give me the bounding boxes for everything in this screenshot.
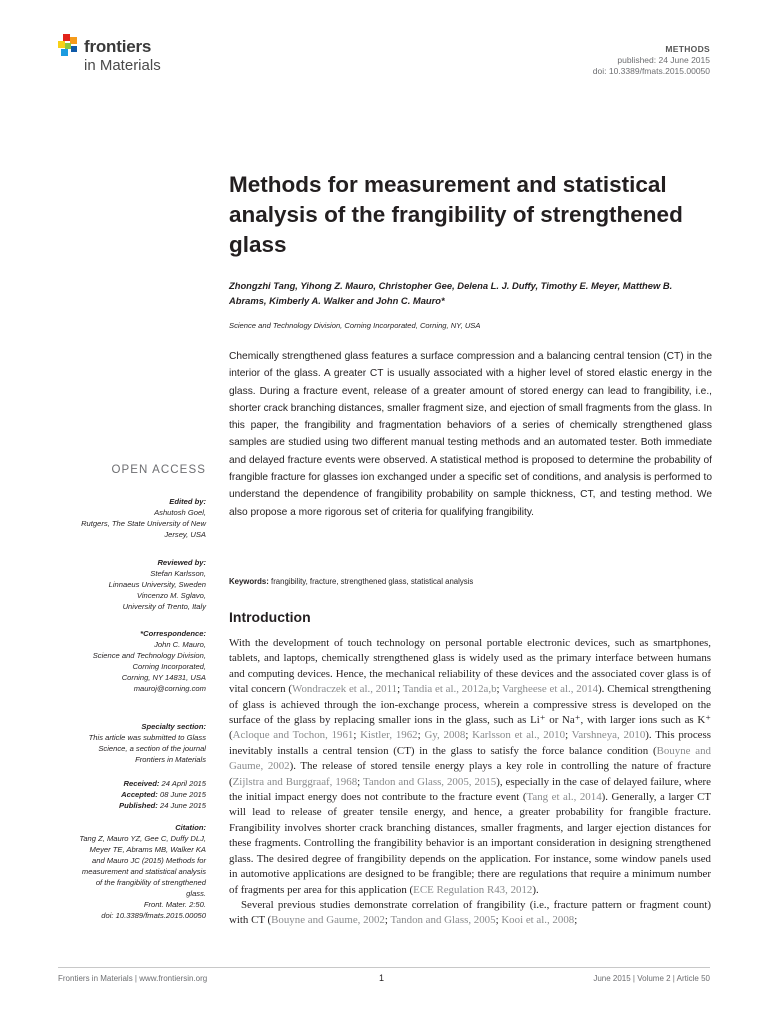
body-text: ;	[357, 775, 363, 788]
citation-line: of the frangibility of strengthened	[95, 878, 206, 887]
published-side-date: Published: 24 June 2015	[119, 801, 206, 810]
editor-line: Ashutosh Goel,	[154, 508, 206, 517]
reviewer-line: Stefan Karlsson,	[150, 569, 206, 578]
body-text: ;	[384, 914, 391, 927]
edited-by	[52, 496, 206, 540]
citation-link[interactable]: Tandia et al., 2012a,b	[402, 683, 497, 696]
body-text: ;	[417, 729, 425, 742]
journal-logo[interactable]	[58, 34, 188, 78]
correspondence-label: *Correspondence:	[140, 629, 206, 638]
citation-link[interactable]: Varshneya, 2010	[571, 729, 646, 742]
citation-link[interactable]: Vargheese et al., 2014	[502, 683, 599, 696]
article-meta	[593, 44, 710, 77]
reviewer-line: Vincenzo M. Sglavo,	[136, 591, 206, 600]
introduction-body	[229, 636, 711, 929]
body-text: Several previous studies demonstrate correlation of frangibility (i.e., fracture pattern or fragment count) with CT (	[229, 898, 711, 927]
section-heading-introduction: Introduction	[229, 609, 311, 625]
body-text: ). Chemical strengthening of glass is achieved through the ion-exchange process, wherein a compressive stress is developed on the surface of the glass by replacing smaller ions in the glass, such as Li⁺ or Na⁺, with larger ions such as K⁺ (	[229, 683, 711, 742]
citation-line: Front. Mater. 2:50.	[143, 900, 206, 909]
footer-rule	[58, 967, 710, 968]
footer-issue: June 2015 | Volume 2 | Article 50	[593, 974, 710, 983]
reviewed-by-label: Reviewed by:	[157, 558, 206, 567]
citation-label: Citation:	[175, 823, 206, 832]
edited-by-label: Edited by:	[169, 497, 206, 506]
body-text: ). This process inevitably installs a central tension (CT) in the glass to satisfy the force balance condition (	[229, 729, 711, 757]
page-number: 1	[379, 973, 385, 983]
logo-wordmark: frontiers	[84, 37, 152, 56]
body-text: ), especially in the case of delayed failure, where the initial impact energy does not contribute to the fracture event (	[229, 775, 711, 804]
body-text: ;	[574, 914, 578, 927]
keywords	[229, 577, 473, 586]
citation-link[interactable]: Wondraczek et al., 2011	[292, 683, 398, 696]
citation-link[interactable]: Kooi et al., 2008	[501, 914, 575, 927]
citation-link[interactable]: Acloque and Tochon, 1961	[232, 729, 354, 742]
received-date: Received: 24 April 2015	[123, 779, 206, 788]
reviewed-by	[52, 557, 206, 612]
body-text: ).	[532, 883, 539, 896]
citation-line: Meyer TE, Abrams MB, Walker KA	[89, 845, 206, 854]
specialty-line: Science, a section of the journal	[98, 744, 206, 753]
specialty-section	[52, 721, 206, 765]
body-text: ). The release of stored tensile energy plays a key role in controlling the nature of fracture (	[229, 760, 711, 788]
correspondence-line: Science and Technology Division,	[92, 651, 206, 660]
citation-link[interactable]: Tandon and Glass, 2005, 2015	[362, 775, 497, 788]
intro-paragraph-2	[229, 898, 711, 929]
specialty-label: Specialty section:	[141, 722, 206, 731]
footer-journal[interactable]: Frontiers in Materials | www.frontiersin.org	[58, 974, 208, 983]
citation-link[interactable]: Zijlstra and Burggraaf, 1968	[232, 775, 358, 788]
citation-link[interactable]: Kistler, 1962	[360, 729, 418, 742]
citation-line: glass.	[186, 889, 206, 898]
citation-line: measurement and statistical analysis	[81, 867, 206, 876]
citation	[52, 822, 206, 921]
published-date: published: 24 June 2015	[617, 55, 710, 65]
specialty-line: Frontiers in Materials	[135, 755, 206, 764]
editor-line: Jersey, USA	[164, 530, 206, 539]
reviewer-line: University of Trento, Italy	[122, 602, 206, 611]
correspondence-line: Corning Incorporated,	[132, 662, 206, 671]
citation-link[interactable]: Tandon and Glass, 2005	[390, 914, 496, 927]
keywords-label: Keywords:	[229, 577, 269, 586]
specialty-line: This article was submitted to Glass	[88, 733, 206, 742]
editor-line: Rutgers, The State University of New	[81, 519, 206, 528]
abstract: Chemically strengthened glass features a surface compression and a balancing central tension (CT) in the interior of the glass. A greater CT is usually associated with a higher level of stored elastic energy in the glass. During a fracture event, release of a greater amount of stored energy can lead to frangibility, i.e., shorter crack branching distances, smaller fragment size, and ejection of small fragments from the glass. In this paper, the frangibility and fragmentation behaviors of a series of chemically strengthened glass samples are studied using two different manual testing methods and an automated tester. Both immediate and delayed fracture events were observed. A statistical method is proposed to determine the probability of frangible fracture for glasses ion exchanged under a specific set of conditions, and analysis is performed to understand the dependence of frangibility probability on sample thickness, CT, and testing method. We also propose a more rigorous set of criteria for qualifying frangibility.	[229, 351, 712, 518]
intro-paragraph-1	[229, 636, 711, 898]
correspondence-email[interactable]: mauroj@corning.com	[133, 684, 206, 693]
body-text: ;	[565, 729, 572, 742]
citation-line: and Mauro JC (2015) Methods for	[92, 856, 206, 865]
article-type: METHODS	[665, 44, 710, 54]
body-text: ). Generally, a larger CT will lead to release of greater tensile energy, and hence, a greater probability for frangible fracture. Frangibility involves shorter crack branching distances, smaller fragments, and larger ejection distances for these fragments. Controlling the frangibility behavior is an important consideration in designing strengthened glass. The desired degree of frangibility depends on the application. For instance, some window panels used in automotive applications are designed to be frangible; there are regulations that require a minimum number of fragments per area for this application (	[229, 791, 712, 896]
article-title: Methods for measurement and statistical analysis of the frangibility of strengthened glass	[229, 172, 683, 257]
reviewer-line: Linnaeus University, Sweden	[108, 580, 206, 589]
citation-link[interactable]: Tang et al., 2014	[526, 791, 602, 804]
citation-link[interactable]: Bouyne and Gaume, 2002	[229, 744, 711, 773]
citation-link[interactable]: Karlsson et al., 2010	[472, 729, 566, 742]
frontiers-logo-icon	[58, 34, 82, 58]
body-text: ;	[397, 683, 403, 696]
body-text: With the development of touch technology on personal portable electronic devices, such as smartphones, tablets, and laptops, chemically strengthened glass is widely used as the primary interface between humans and computing devices. Hence, the mechanical reliability of these devices and the associated cover glass is of vital concern (	[229, 637, 711, 696]
citation-link[interactable]: Bouyne and Gaume, 2002	[271, 914, 385, 927]
body-text: ;	[353, 729, 361, 742]
logo-journal-name: in Materials	[84, 57, 161, 74]
citation-line: Tang Z, Mauro YZ, Gee C, Duffy DLJ,	[79, 834, 206, 843]
correspondence	[52, 628, 206, 694]
body-text: ;	[496, 683, 503, 696]
author-list: Zhongzhi Tang, Yihong Z. Mauro, Christopher Gee, Delena L. J. Duffy, Timothy E. Meyer, Matthew B. Abrams, Kimberly A. Walker and John C. Mauro*	[229, 280, 673, 306]
article-doi[interactable]: doi: 10.3389/fmats.2015.00050	[592, 66, 710, 76]
correspondence-line: Corning, NY 14831, USA	[121, 673, 206, 682]
body-text: ;	[465, 729, 473, 742]
accepted-date: Accepted: 08 June 2015	[121, 790, 206, 799]
citation-doi[interactable]: doi: 10.3389/fmats.2015.00050	[101, 911, 206, 920]
correspondence-line: John C. Mauro,	[154, 640, 206, 649]
affiliation: Science and Technology Division, Corning Incorporated, Corning, NY, USA	[229, 321, 481, 330]
open-access-label: OPEN ACCESS	[111, 464, 206, 476]
citation-link[interactable]: ECE Regulation R43, 2012	[413, 883, 533, 896]
citation-link[interactable]: Gy, 2008	[424, 729, 466, 742]
dates	[52, 778, 206, 811]
keywords-text: frangibility, fracture, strengthened glass, statistical analysis	[271, 577, 474, 586]
body-text: ;	[495, 914, 502, 927]
